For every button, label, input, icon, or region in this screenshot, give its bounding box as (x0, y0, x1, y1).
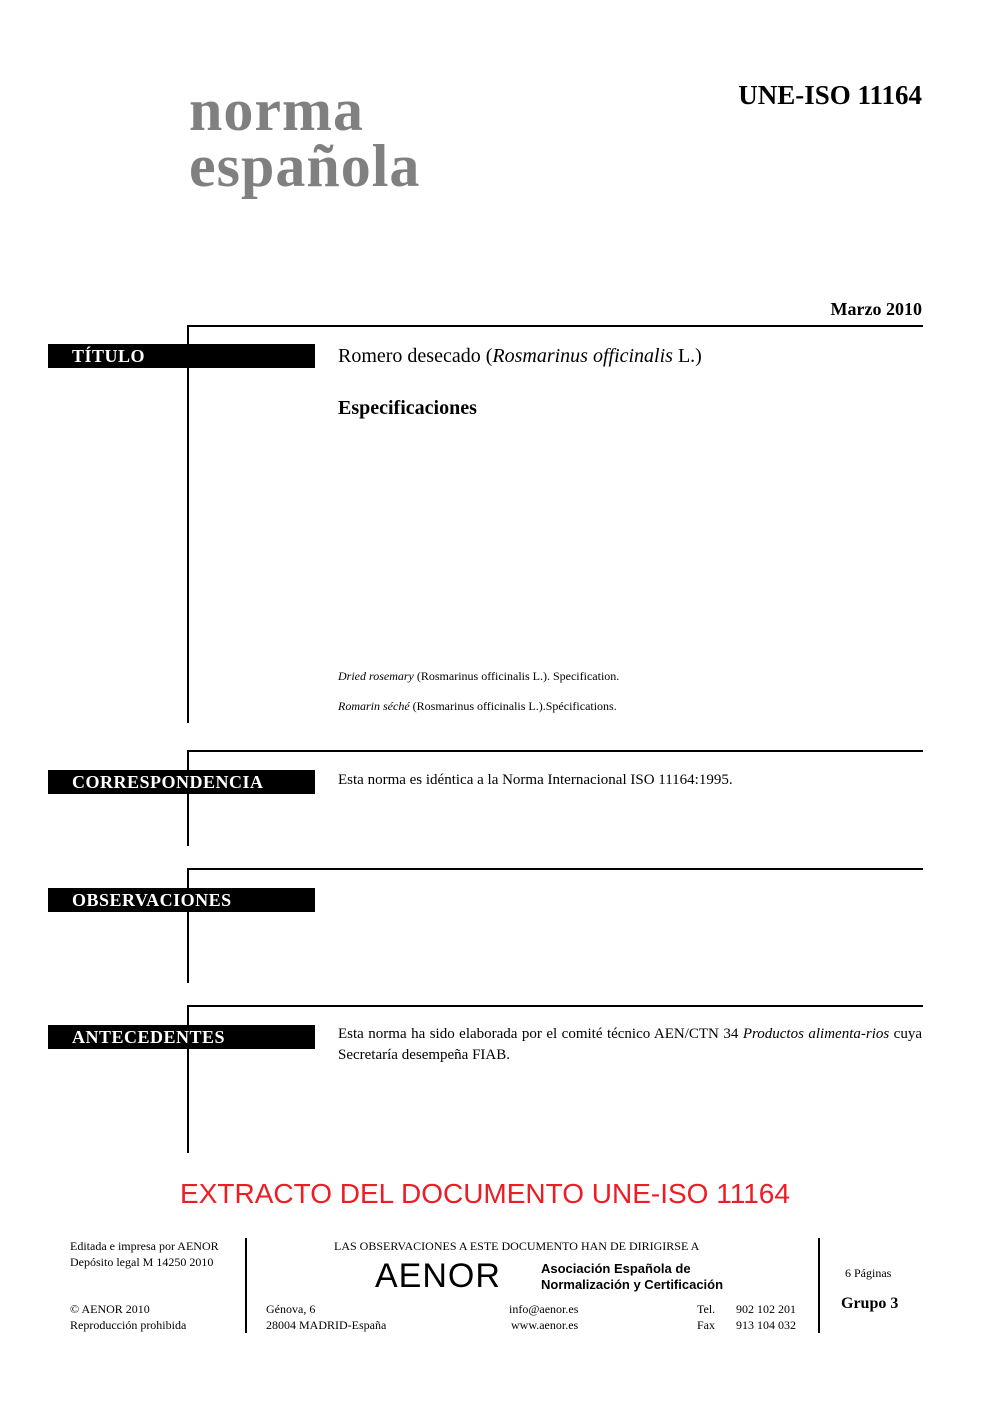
footer-reproduction: Reproducción prohibida (70, 1318, 187, 1332)
section-label-correspondencia: CORRESPONDENCIA (48, 770, 315, 794)
aenor-organization-name (541, 1261, 723, 1293)
aenor-org-line-1: Asociación Española de (541, 1261, 691, 1276)
standard-code: UNE-ISO 11164 (738, 80, 922, 110)
section-divider-antecedentes (187, 1005, 923, 1007)
section-label-titulo: TÍTULO (48, 344, 315, 368)
english-title-italic: Dried rosemary (338, 669, 414, 683)
footer-tel: 902 102 201 (736, 1302, 796, 1316)
footer-address-line-1: Génova, 6 (266, 1302, 316, 1316)
antecedentes-text-part1: Esta norma ha sido elaborada por el comité técnico AEN/CTN 34 (338, 1026, 743, 1042)
section-divider-titulo (187, 325, 923, 327)
document-subtitle: Especificaciones (338, 397, 477, 419)
footer-copyright: © AENOR 2010 (70, 1302, 150, 1316)
footer-tel-label: Tel. (697, 1302, 716, 1316)
brand-line-2: española (189, 133, 421, 199)
title-prefix: Romero desecado ( (338, 345, 493, 367)
correspondencia-text: Esta norma es idéntica a la Norma Internacional ISO 11164:1995. (338, 772, 733, 788)
footer-email: info@aenor.es (509, 1302, 579, 1316)
french-title (338, 699, 617, 714)
document-title (338, 345, 702, 368)
publication-date: Marzo 2010 (830, 299, 922, 319)
aenor-logo: AENOR (375, 1257, 501, 1295)
section-divider-observaciones (187, 868, 923, 870)
footer-group: Grupo 3 (841, 1295, 899, 1312)
footer-edited-by: Editada e impresa por AENOR (70, 1239, 219, 1253)
footer-separator-left (245, 1238, 247, 1333)
english-title-rest: (Rosmarinus officinalis L.). Specification. (413, 669, 620, 683)
footer-separator-right (818, 1238, 820, 1333)
extract-notice: EXTRACTO DEL DOCUMENTO UNE-ISO 11164 (180, 1178, 790, 1209)
footer-pages: 6 Páginas (845, 1266, 892, 1280)
footer-legal-deposit: Depósito legal M 14250 2010 (70, 1255, 214, 1269)
title-latin-name: Rosmarinus officinalis (492, 345, 673, 367)
section-bar-correspondencia (187, 750, 189, 846)
footer-address-line-2: 28004 MADRID-España (266, 1318, 387, 1332)
footer-fax-label: Fax (697, 1318, 715, 1332)
section-label-observaciones: OBSERVACIONES (48, 888, 315, 912)
footer-observations-notice: LAS OBSERVACIONES A ESTE DOCUMENTO HAN DE DIRIGIRSE A (334, 1239, 700, 1253)
brand-line-1: norma (189, 77, 364, 143)
section-label-antecedentes: ANTECEDENTES (48, 1025, 315, 1049)
aenor-org-line-2: Normalización y Certificación (541, 1277, 724, 1292)
footer-fax: 913 104 032 (736, 1318, 796, 1332)
french-title-rest: (Rosmarinus officinalis L.).Spécifications. (409, 699, 617, 713)
footer-website: www.aenor.es (511, 1318, 579, 1332)
section-divider-correspondencia (187, 750, 923, 752)
french-title-italic: Romarin séché (338, 699, 410, 713)
section-bar-titulo (187, 325, 189, 723)
antecedentes-committee-name: Productos alimenta-rios (742, 1026, 890, 1042)
brand-title (189, 77, 421, 199)
title-suffix: L.) (672, 345, 702, 367)
antecedentes-text-part2: cuya Secretaría desempeña FIAB. (338, 1026, 922, 1063)
english-title (338, 669, 619, 684)
antecedentes-text (338, 1024, 922, 1066)
section-bar-observaciones (187, 868, 189, 983)
